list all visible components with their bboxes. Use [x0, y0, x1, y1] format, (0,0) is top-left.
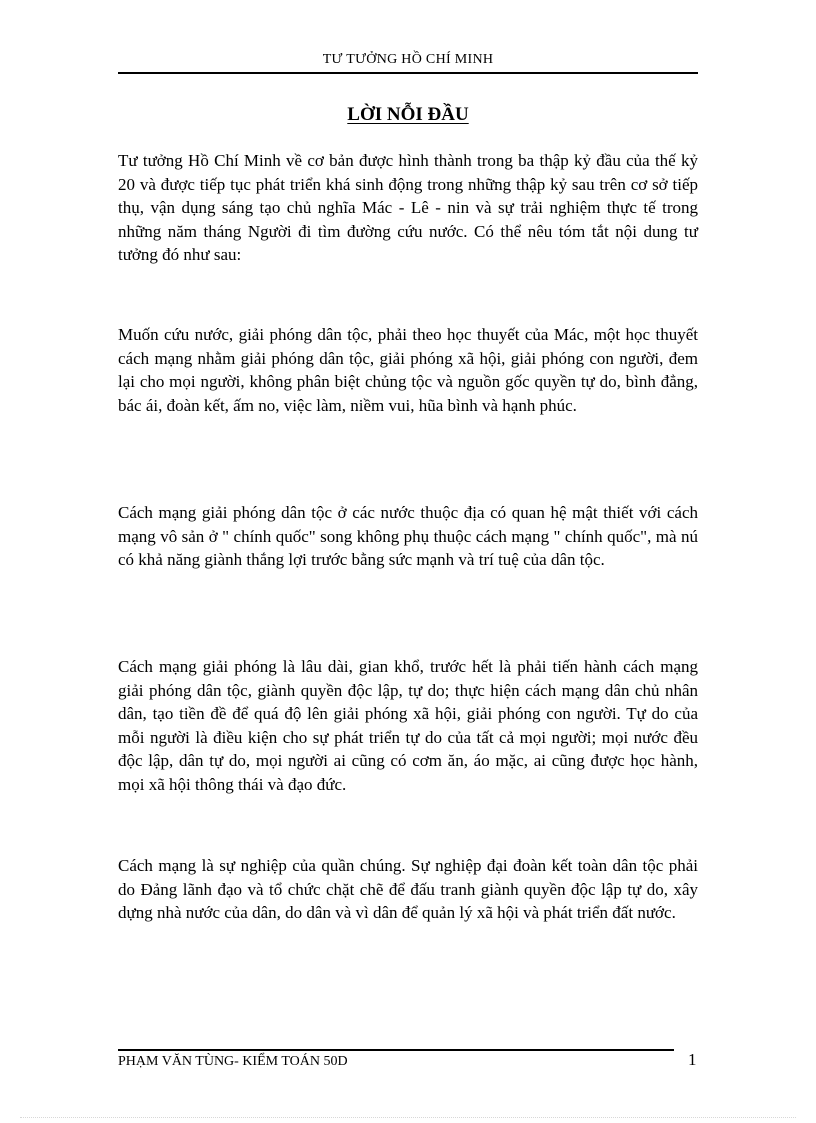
- paragraph-point-2: Cách mạng giải phóng dân tộc ở các nước thuộc địa có quan hệ mật thiết với cách mạng vô sản ở " chính quốc" song không phụ thuộc cách mạng " chính quốc", mà nú có khả năng giành thắng lợi trước bằng sức mạnh và trí tuệ của dân tộc.: [118, 503, 698, 569]
- running-header-title: TƯ TƯỞNG HỒ CHÍ MINH: [322, 52, 494, 67]
- paragraph-point-4: Cách mạng là sự nghiệp của quần chúng. Sự nghiệp đại đoàn kết toàn dân tộc phải do Đảng lãnh đạo và tổ chức chặt chẽ để đấu tranh giành quyền độc lập tự do, xây dựng nhà nước của dân, do dân và vì dân để quản lý xã hội và phát triển đất nước.: [118, 856, 698, 922]
- page-bottom-edge: [20, 1117, 796, 1118]
- footer-divider: [118, 1049, 674, 1051]
- paragraph-point-1: Muốn cứu nước, giải phóng dân tộc, phải theo học thuyết của Mác, một học thuyết cách mạng nhằm giải phóng dân tộc, giải phóng xã hội, giải phóng con người, đem lại cho mọi người, không phân biệt chủng tộc và nguồn gốc quyền tự do, bình đẳng, bác ái, đoàn kết, ấm no, việc làm, niềm vui, hũa bình và hạnh phúc.: [118, 325, 698, 415]
- paragraph-point-3: Cách mạng giải phóng là lâu dài, gian khổ, trước hết là phải tiến hành cách mạng giải phóng dân tộc, giành quyền độc lập, tự do; thực hiện cách mạng dân chủ nhân dân, tạo tiền đề để quá độ lên giải phóng xã hội, giải phóng con người. Tự do của mỗi người là điều kiện cho sự phát triển tự do của tất cả mọi người; mọi nước đều độc lập, dân tự do, mọi người ai cũng có cơm ăn, áo mặc, ai cũng được học hành, mọi xã hội thông thái và đạo đức.: [118, 657, 698, 794]
- page-title: [118, 104, 698, 126]
- page-title-text: LỜI NỖI ĐẦU: [347, 104, 469, 125]
- header-divider: [118, 72, 698, 74]
- footer-author: PHẠM VĂN TÙNG- KIỂM TOÁN 50D: [118, 1054, 348, 1069]
- page-number: 1: [688, 1050, 697, 1069]
- paragraph-intro: Tư tưởng Hồ Chí Minh về cơ bản được hình thành trong ba thập kỷ đầu của thế kỷ 20 và được tiếp tục phát triển khá sinh động trong những thập kỷ sau trên cơ sở tiếp thụ, vận dụng sáng tạo chủ nghĩa Mác - Lê - nin và sự trải nghiệm thực tế trong những năm tháng Người đi tìm đường cứu nước. Có thể nêu tóm tắt nội dung tư tưởng đó như sau:: [118, 151, 698, 264]
